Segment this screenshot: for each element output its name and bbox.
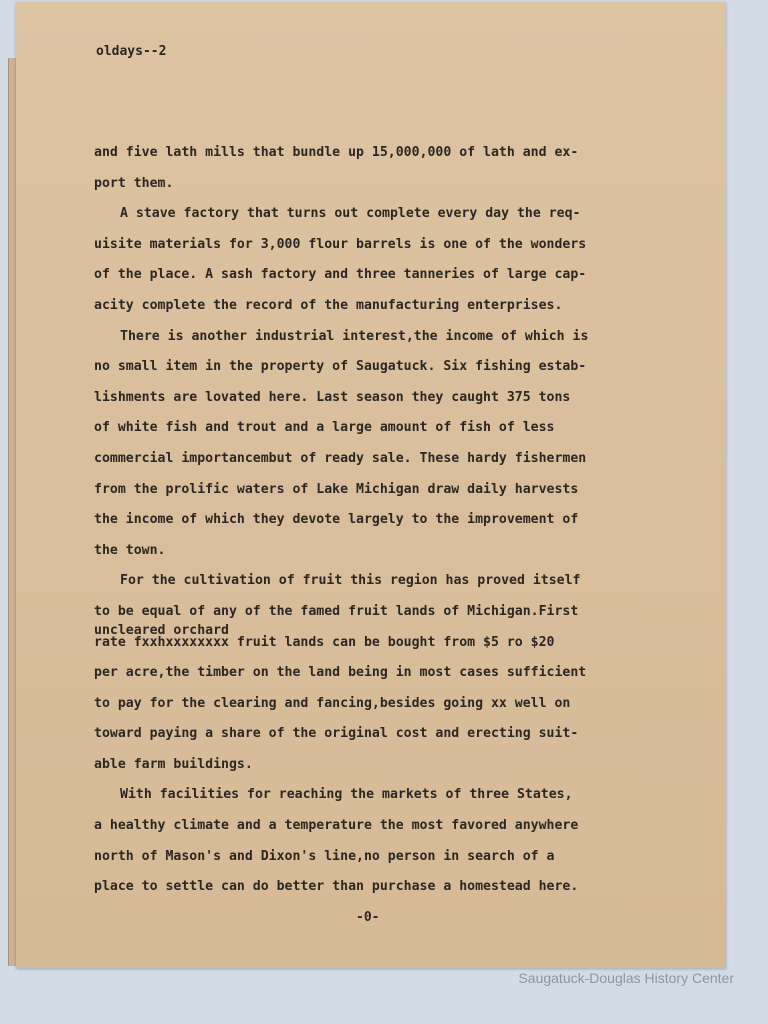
typed-page	[16, 2, 726, 968]
text-line: uisite materials for 3,000 flour barrels is one of the wonders	[94, 236, 587, 252]
text-line: rate fxxhxxxxxxxx fruit lands can be bought from $5 ro $20	[94, 634, 555, 650]
text-line: able farm buildings.	[94, 756, 253, 772]
interlinear-insert: uncleared orchard	[94, 623, 229, 638]
text-line: of the place. A sash factory and three tanneries of large cap-	[94, 267, 587, 283]
text-line: a healthy climate and a temperature the most favored anywhere	[94, 818, 579, 834]
text-line: the income of which they devote largely to the improvement of	[94, 512, 579, 528]
text-line: north of Mason's and Dixon's line,no person in search of a	[94, 848, 555, 864]
text-line: lishments are lovated here. Last season they caught 375 tons	[94, 389, 571, 405]
text-line: the town.	[94, 542, 166, 558]
text-line: port them.	[94, 175, 174, 191]
text-line: of white fish and trout and a large amount of fish of less	[94, 420, 555, 436]
text-line: With facilities for reaching the markets of three States,	[120, 787, 573, 803]
text-line: acity complete the record of the manufacturing enterprises.	[94, 297, 563, 313]
text-line: For the cultivation of fruit this region has proved itself	[120, 573, 581, 589]
text-line: commercial importancembut of ready sale. These hardy fishermen	[94, 450, 587, 466]
end-mark: -0-	[356, 910, 380, 925]
text-line: to be equal of any of the famed fruit lands of Michigan.First	[94, 603, 579, 619]
text-line: A stave factory that turns out complete every day the req-	[120, 206, 581, 222]
text-line: per acre,the timber on the land being in most cases sufficient	[94, 665, 587, 681]
text-line: toward paying a share of the original cost and erecting suit-	[94, 726, 579, 742]
text-line: and five lath mills that bundle up 15,000,000 of lath and ex-	[94, 145, 579, 160]
text-line: place to settle can do better than purchase a homestead here.	[94, 879, 579, 895]
watermark-credit: Saugatuck-Douglas History Center	[518, 970, 734, 986]
page-header-slug: oldays--2	[96, 44, 167, 59]
text-line: no small item in the property of Saugatuck. Six fishing estab-	[94, 359, 587, 375]
text-line: to pay for the clearing and fancing,besides going xx well on	[94, 695, 571, 711]
text-line: from the prolific waters of Lake Michigan draw daily harvests	[94, 481, 579, 497]
text-line: There is another industrial interest,the income of which is	[120, 328, 589, 344]
body-text	[94, 138, 674, 903]
